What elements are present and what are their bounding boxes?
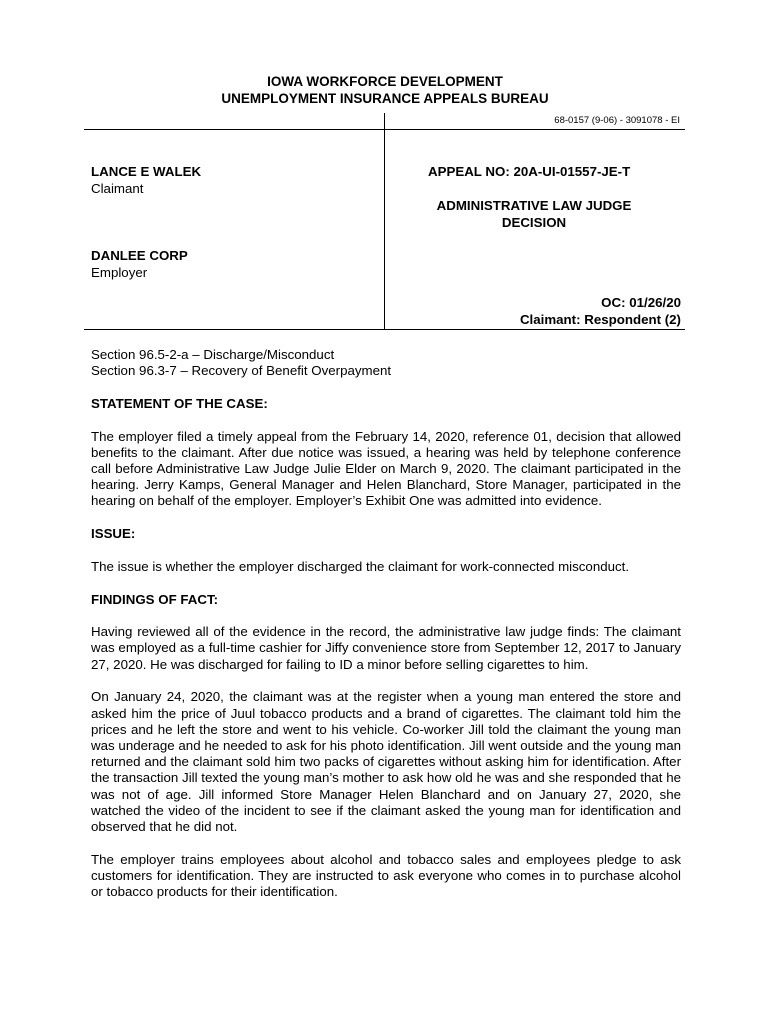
document-header xyxy=(0,73,770,107)
decision-title-line-1: ADMINISTRATIVE LAW JUDGE xyxy=(436,198,632,213)
decision-title xyxy=(387,197,681,231)
oc-date: OC: 01/26/20 xyxy=(601,295,681,310)
appeal-number: APPEAL NO: 20A-UI-01557-JE-T xyxy=(428,164,631,179)
findings-paragraph-2: On January 24, 2020, the claimant was at the register when a young man entered the store and asked him the price of Juul tobacco products and a brand of cigarettes. The claimant told him the prices and he left the store and went to his vehicle. Co-worker Jill told the claimant the young man was underage and he needed to ask for his photo identification. Jill went outside and the young man returned and the claimant sold him two packs of cigarettes without asking him for identification. After the transaction Jill texted the young man’s mother to ask how old he was and she responded that he was not of age. Jill informed Store Manager Helen Blanchard and on January 27, 2020, she watched the video of the incident to see if the claimant asked the young man for identification and observed that he did not. xyxy=(91,689,681,834)
case-info-block xyxy=(387,163,681,231)
claimant-name: LANCE E WALEK xyxy=(91,164,202,179)
findings-heading: FINDINGS OF FACT: xyxy=(91,591,219,607)
caption-bottom-rule xyxy=(84,329,685,330)
issue-heading: ISSUE: xyxy=(91,526,136,542)
statement-heading: STATEMENT OF THE CASE: xyxy=(91,395,268,411)
claimant-role: Claimant: Respondent (2) xyxy=(519,312,681,327)
agency-name: IOWA WORKFORCE DEVELOPMENT xyxy=(267,74,503,89)
form-number: 68-0157 (9-06) - 3091078 - EI xyxy=(554,115,680,126)
oc-block xyxy=(520,294,681,328)
statement-text: The employer filed a timely appeal from the February 14, 2020, reference 01, decision that allowed benefits to the claimant. After due notice was issued, a hearing was held by telephone conference call before Administrative Law Judge Julie Elder on March 9, 2020. The claimant participated in the hearing. Jerry Kamps, General Manager and Helen Blanchard, Store Manager, participated in the hearing on behalf of the employer. Employer’s Exhibit One was admitted into evidence. xyxy=(91,428,681,509)
caption-divider xyxy=(384,113,385,329)
findings-paragraph-1: Having reviewed all of the evidence in the record, the administrative law judge finds: The claimant was employed as a full-time cashier for Jiffy convenience store from September 12, 2017 to January 27, 2020. He was discharged for failing to ID a minor before selling cigarettes to him. xyxy=(91,624,681,672)
issue-text: The issue is whether the employer discharged the claimant for work-connected misconduct. xyxy=(91,558,630,574)
bureau-name: UNEMPLOYMENT INSURANCE APPEALS BUREAU xyxy=(221,91,549,106)
section-citation-1: Section 96.5-2-a – Discharge/Misconduct xyxy=(91,347,335,362)
section-citation-2: Section 96.3-7 – Recovery of Benefit Overpayment xyxy=(91,363,392,379)
decision-title-line-2: DECISION xyxy=(501,215,567,230)
decision-body xyxy=(91,347,681,900)
parties-block xyxy=(91,163,371,281)
employer-name: DANLEE CORP xyxy=(91,248,188,263)
findings-paragraph-3: The employer trains employees about alcohol and tobacco sales and employees pledge to ask customers for identification. They are instructed to ask everyone who comes in to purchase alcohol or tobacco products for their identification. xyxy=(91,851,681,900)
claimant-label: Claimant xyxy=(91,181,144,196)
employer-label: Employer xyxy=(91,265,148,280)
